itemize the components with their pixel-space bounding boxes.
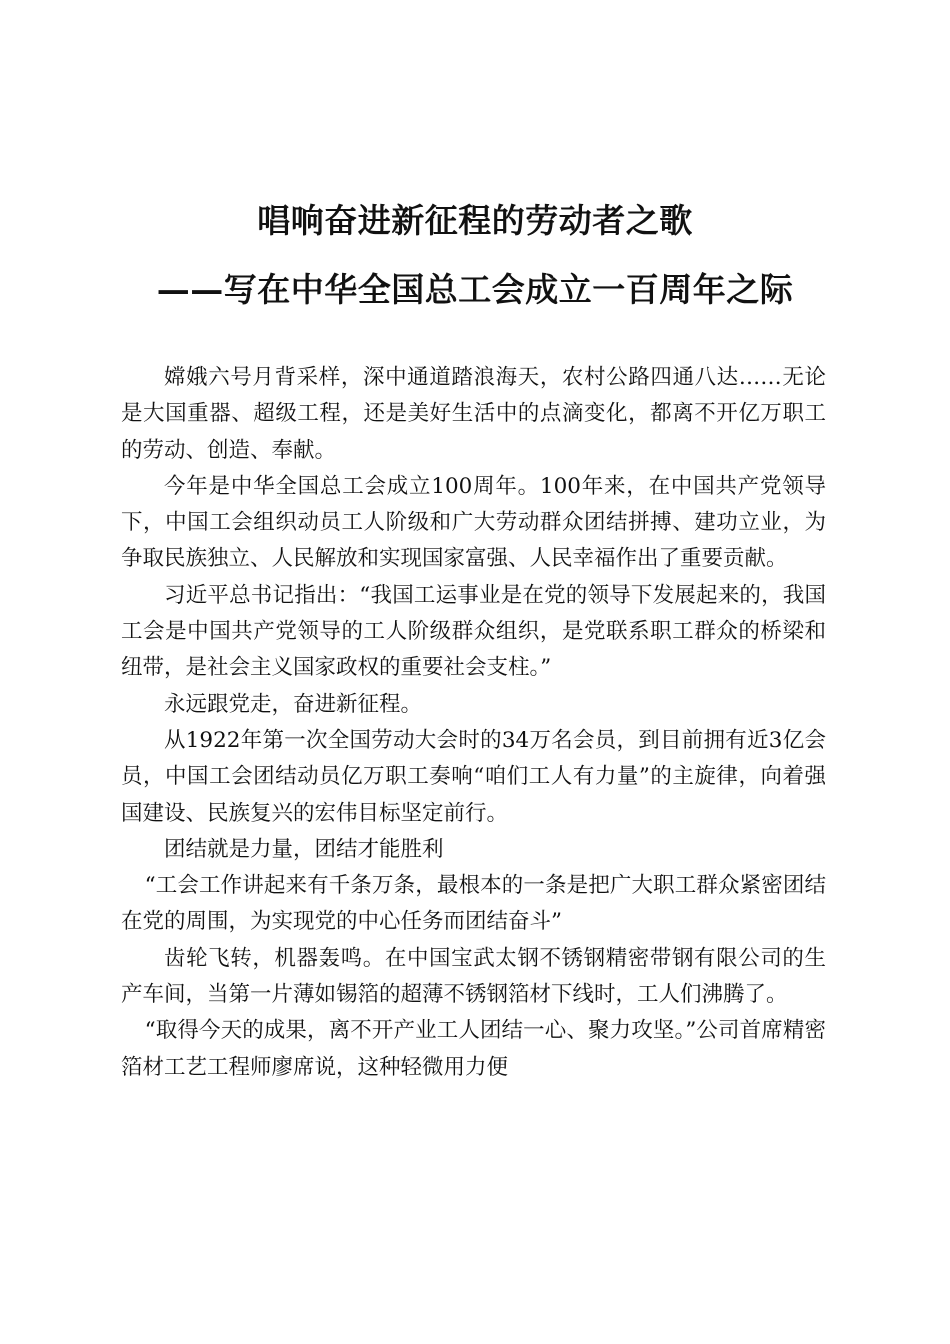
paragraph-quote-xi: 习近平总书记指出：“我国工运事业是在党的领导下发展起来的，我国工会是中国共产党领导的工人阶级群众组织，是党联系职工群众的桥梁和纽带，是社会主义国家政权的重要社会支柱。”	[121, 582, 826, 681]
paragraph-membership: 从1922年第一次全国劳动大会时的34万名会员，到目前拥有近3亿会员，中国工会团结动员亿万职工奏响“咱们工人有力量”的主旋律，向着强国建设、民族复兴的宏伟目标坚定前行。	[121, 727, 826, 826]
paragraph-anniversary: 今年是中华全国总工会成立100周年。100年来，在中国共产党领导下，中国工会组织动员工人阶级和广大劳动群众团结拼搏、建功立业，为争取民族独立、人民解放和实现国家富强、人民幸福作出了重要贡献。	[121, 473, 826, 572]
document-title: 唱响奋进新征程的劳动者之歌	[257, 201, 693, 240]
paragraph-follow-party: 永远跟党走，奋进新征程。	[164, 691, 423, 717]
paragraph-engineer-quote: “取得今天的成果，离不开产业工人团结一心、聚力攻坚。”公司首席精密箔材工艺工程师廖席说，这种轻微用力便	[121, 1018, 826, 1080]
article-body	[121, 360, 826, 1086]
document-subtitle: ——写在中华全国总工会成立一百周年之际	[156, 270, 794, 309]
paragraph-factory: 齿轮飞转，机器轰鸣。在中国宝武太钢不锈钢精密带钢有限公司的生产车间，当第一片薄如锡箔的超薄不锈钢箔材下线时，工人们沸腾了。	[121, 945, 826, 1008]
section-heading-unity: 团结就是力量，团结才能胜利	[164, 836, 444, 862]
paragraph-intro: 嫦娥六号月背采样，深中通道踏浪海天，农村公路四通八达……无论是大国重器、超级工程，还是美好生活中的点滴变化，都离不开亿万职工的劳动、创造、奉献。	[121, 365, 826, 463]
section-quote: “工会工作讲起来有千条万条，最根本的一条是把广大职工群众紧密团结在党的周围，为实现党的中心任务而团结奋斗”	[121, 873, 826, 935]
